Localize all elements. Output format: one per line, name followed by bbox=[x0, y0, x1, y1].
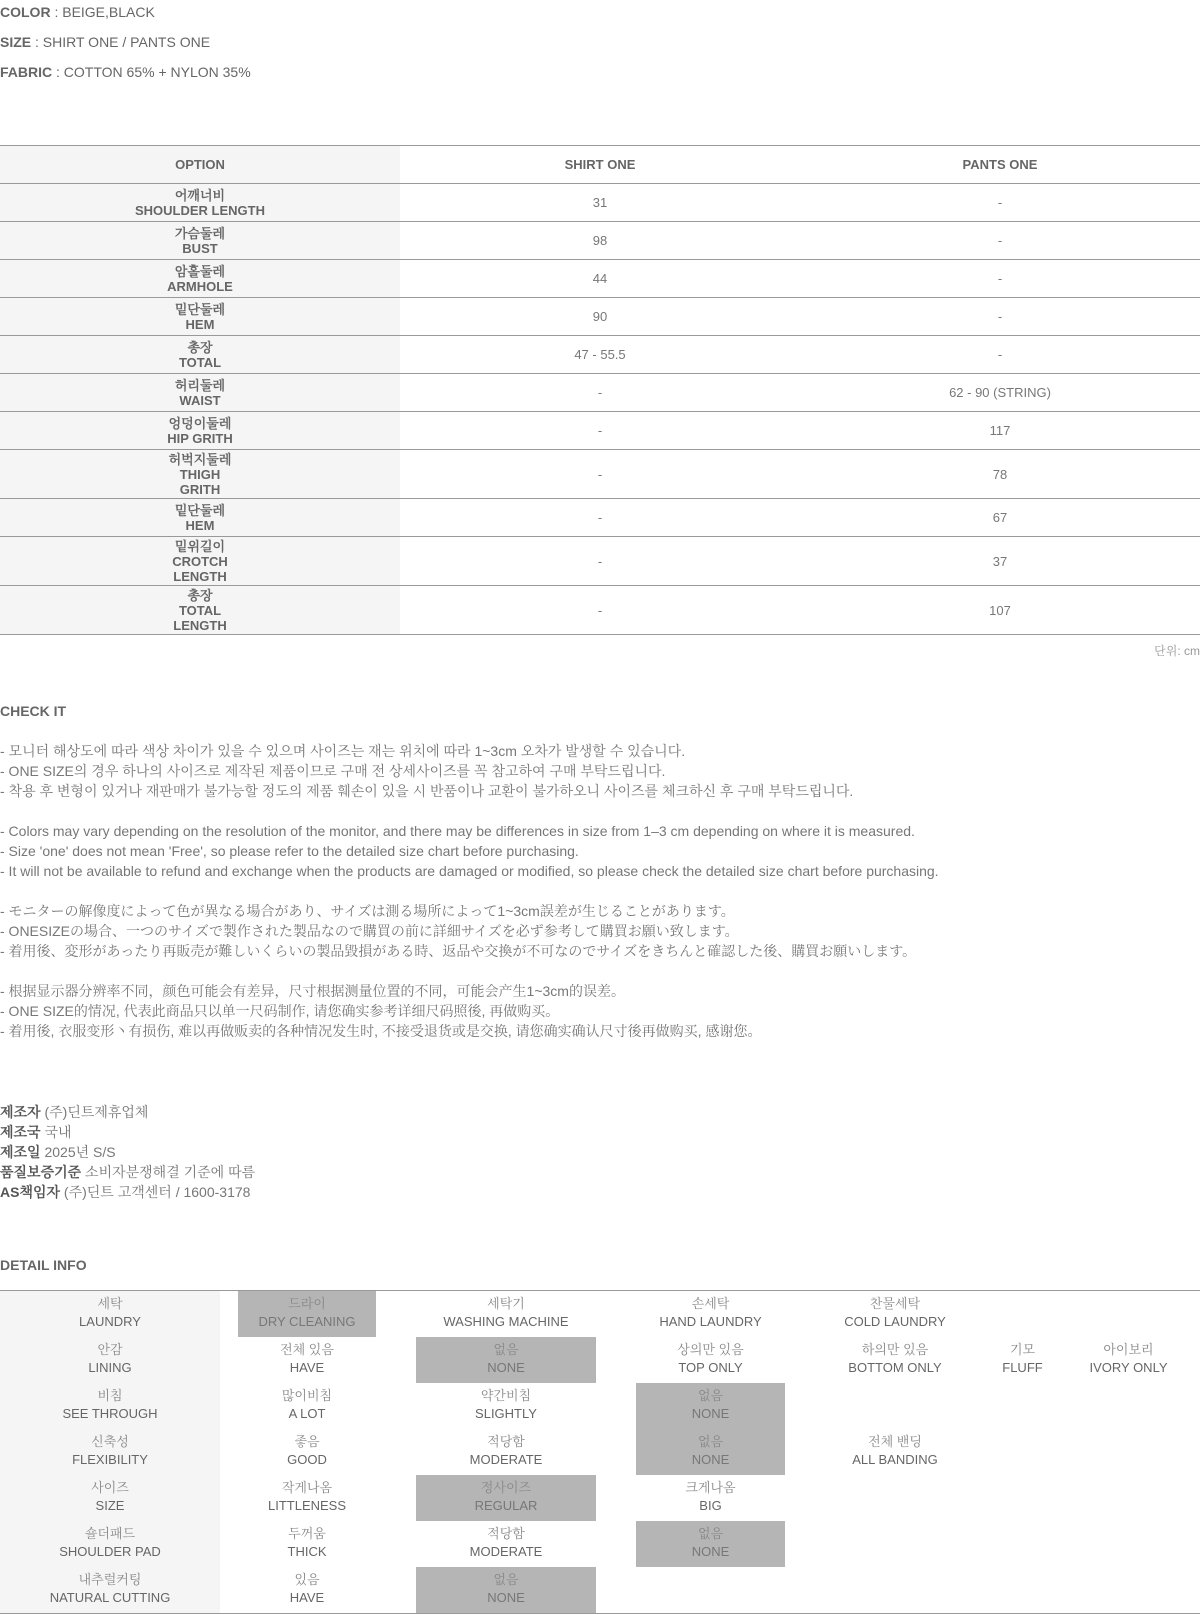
shirt-header: SHIRT ONE bbox=[400, 146, 800, 184]
option-en: HAND LAUNDRY bbox=[659, 1314, 762, 1329]
option-en: LITTLENESS bbox=[267, 1498, 347, 1513]
detail-option bbox=[636, 1475, 785, 1521]
detail-option bbox=[416, 1429, 596, 1475]
size-spec bbox=[0, 34, 251, 64]
measure-label-en: TOTAL bbox=[178, 354, 222, 370]
detail-option-selected bbox=[416, 1337, 596, 1383]
pants-value: - bbox=[800, 298, 1200, 336]
detail-option-selected bbox=[416, 1567, 596, 1613]
pants-value: - bbox=[800, 336, 1200, 374]
measure-label-en: HEM bbox=[185, 316, 215, 332]
info-value: (주)딘트 고객센터 / 1600-3178 bbox=[60, 1184, 251, 1200]
detail-row bbox=[0, 1567, 1200, 1613]
shirt-value: 90 bbox=[400, 298, 800, 336]
measure-label-ko: 총장 bbox=[187, 587, 213, 603]
measure-label-ko: 가슴둘레 bbox=[174, 225, 226, 241]
detail-option bbox=[985, 1337, 1060, 1383]
note-line: - Colors may vary depending on the resolution of the monitor, and there may be differences in size from 1–3 cm depending on where it is measured. bbox=[0, 823, 915, 839]
option-en: SLIGHTLY bbox=[475, 1406, 537, 1421]
notes-zh bbox=[0, 981, 939, 1041]
color-label: COLOR bbox=[0, 4, 51, 20]
option-ko: 약간비침 bbox=[480, 1388, 532, 1403]
option-ko: 드라이 bbox=[288, 1296, 326, 1311]
notes-ko bbox=[0, 741, 939, 801]
detail-option bbox=[416, 1291, 596, 1337]
option-ko: 상의만 있음 bbox=[677, 1342, 744, 1357]
option-en: REGULAR bbox=[474, 1498, 538, 1513]
detail-option bbox=[416, 1383, 596, 1429]
note-line: - 착용 후 변형이 있거나 재판매가 불가능할 정도의 제품 훼손이 있을 시 반품이나 교환이 불가하오니 사이즈를 체크하신 후 구매 부탁드립니다. bbox=[0, 783, 854, 799]
detail-label-en: LAUNDRY bbox=[79, 1314, 141, 1329]
notes-en bbox=[0, 821, 939, 881]
option-en: NONE bbox=[691, 1406, 730, 1421]
measure-label bbox=[0, 222, 400, 260]
detail-label bbox=[0, 1475, 220, 1521]
measure-label bbox=[0, 260, 400, 298]
shirt-value: - bbox=[400, 537, 800, 586]
measure-label-ko: 밑단둘레 bbox=[174, 301, 226, 317]
table-row bbox=[0, 184, 1200, 222]
option-ko: 기모 bbox=[1009, 1342, 1036, 1357]
detail-label-en: LINING bbox=[88, 1360, 132, 1375]
shirt-value: 47 - 55.5 bbox=[400, 336, 800, 374]
shirt-value: - bbox=[400, 499, 800, 537]
option-ko: 적당함 bbox=[487, 1434, 525, 1449]
measure-label bbox=[0, 450, 400, 499]
measure-label-ko: 어깨너비 bbox=[174, 187, 226, 203]
measure-label-ko: 허리둘레 bbox=[174, 377, 226, 393]
table-row bbox=[0, 450, 1200, 499]
measure-label-ko: 총장 bbox=[187, 339, 213, 355]
option-ko: 하의만 있음 bbox=[861, 1342, 929, 1357]
option-ko: 없음 bbox=[493, 1342, 519, 1357]
measure-label-en: HIP GRITH bbox=[167, 430, 233, 446]
info-value: 2025년 S/S bbox=[40, 1144, 116, 1160]
measure-label bbox=[0, 586, 400, 635]
measure-label-ko: 엉덩이둘레 bbox=[168, 415, 232, 431]
shirt-value: - bbox=[400, 586, 800, 635]
option-en: NONE bbox=[487, 1590, 525, 1605]
unit-label: 단위: cm bbox=[1154, 644, 1200, 658]
option-en: BOTTOM ONLY bbox=[848, 1360, 942, 1375]
note-line: - It will not be available to refund and exchange when the products are damaged or modified, so please check the detailed size chart before purchasing. bbox=[0, 863, 939, 879]
option-en: MODERATE bbox=[469, 1544, 543, 1559]
info-label: 제조자 bbox=[0, 1104, 41, 1120]
detail-row bbox=[0, 1337, 1200, 1383]
note-line: - ONE SIZE的情况, 代表此商品只以单一尺码制作, 请您确实参考详细尺码照後, 再做购买。 bbox=[0, 1003, 560, 1019]
shirt-value: 98 bbox=[400, 222, 800, 260]
option-ko: 정사이즈 bbox=[480, 1480, 532, 1495]
detail-option bbox=[238, 1567, 376, 1613]
option-ko: 있음 bbox=[294, 1572, 320, 1587]
measure-label-en-2: GRITH bbox=[179, 481, 221, 497]
detail-option bbox=[636, 1337, 785, 1383]
detail-option-selected bbox=[636, 1383, 785, 1429]
pants-value: 78 bbox=[800, 450, 1200, 499]
detail-label-ko: 신축성 bbox=[91, 1434, 129, 1449]
measure-label-en-2: LENGTH bbox=[173, 617, 227, 633]
detail-option bbox=[820, 1337, 970, 1383]
measure-label bbox=[0, 298, 400, 336]
manufacturer-info bbox=[0, 1102, 255, 1202]
option-ko: 아이보리 bbox=[1103, 1342, 1154, 1357]
detail-option-selected bbox=[238, 1291, 376, 1337]
option-en: WASHING MACHINE bbox=[443, 1314, 569, 1329]
table-row bbox=[0, 374, 1200, 412]
pants-value: 67 bbox=[800, 499, 1200, 537]
pants-header: PANTS ONE bbox=[800, 146, 1200, 184]
detail-option bbox=[238, 1429, 376, 1475]
detail-option-selected bbox=[416, 1475, 596, 1521]
pants-value: - bbox=[800, 260, 1200, 298]
measure-label-en: WAIST bbox=[179, 392, 221, 408]
pants-value: 62 - 90 (STRING) bbox=[800, 374, 1200, 412]
table-row bbox=[0, 222, 1200, 260]
option-en: GOOD bbox=[287, 1452, 327, 1467]
detail-label bbox=[0, 1521, 220, 1567]
option-ko: 손세탁 bbox=[691, 1296, 730, 1311]
notes-ja bbox=[0, 901, 939, 961]
pants-value: 37 bbox=[800, 537, 1200, 586]
pants-value: 117 bbox=[800, 412, 1200, 450]
size-value: : SHIRT ONE / PANTS ONE bbox=[31, 34, 211, 50]
detail-label-ko: 숄더패드 bbox=[84, 1526, 136, 1541]
table-row bbox=[0, 412, 1200, 450]
table-row bbox=[0, 336, 1200, 374]
measure-label bbox=[0, 537, 400, 586]
option-ko: 전체 밴딩 bbox=[868, 1434, 922, 1449]
detail-option bbox=[238, 1383, 376, 1429]
measure-label-en: SHOULDER LENGTH bbox=[135, 202, 265, 218]
note-line: - ONE SIZE의 경우 하나의 사이즈로 제작된 제품이므로 구매 전 상세사이즈를 꼭 참고하여 구매 부탁드립니다. bbox=[0, 763, 666, 779]
option-ko: 크게나옴 bbox=[685, 1480, 736, 1495]
detail-label-ko: 사이즈 bbox=[91, 1480, 129, 1495]
detail-option-selected bbox=[636, 1521, 785, 1567]
option-en: BIG bbox=[699, 1498, 722, 1513]
measure-label-ko: 암홀둘레 bbox=[174, 263, 226, 279]
detail-option-selected bbox=[636, 1429, 785, 1475]
size-label: SIZE bbox=[0, 34, 32, 50]
measure-label-en: CROTCH bbox=[172, 553, 228, 569]
option-en: MODERATE bbox=[469, 1452, 543, 1467]
table-row bbox=[0, 499, 1200, 537]
detail-label-en: SEE THROUGH bbox=[62, 1406, 158, 1421]
measure-label bbox=[0, 336, 400, 374]
option-en: DRY CLEANING bbox=[258, 1314, 356, 1329]
option-ko: 세탁기 bbox=[487, 1296, 525, 1311]
note-line: - 모니터 해상도에 따라 색상 차이가 있을 수 있으며 사이즈는 재는 위치에 따라 1~3cm 오차가 발생할 수 있습니다. bbox=[0, 743, 686, 759]
detail-option bbox=[820, 1429, 970, 1475]
detail-info-table bbox=[0, 1290, 1200, 1614]
option-en: HAVE bbox=[289, 1590, 325, 1605]
option-header: OPTION bbox=[0, 146, 400, 184]
fabric-label: FABRIC bbox=[0, 64, 53, 80]
option-ko: 전체 있음 bbox=[280, 1342, 334, 1357]
shirt-value: 44 bbox=[400, 260, 800, 298]
detail-label-ko: 세탁 bbox=[97, 1296, 123, 1311]
info-line bbox=[0, 1142, 255, 1162]
shirt-value: - bbox=[400, 374, 800, 412]
info-line bbox=[0, 1122, 255, 1142]
detail-option bbox=[636, 1291, 785, 1337]
info-value: (주)딘트제휴업체 bbox=[40, 1104, 149, 1120]
detail-label-ko: 안감 bbox=[97, 1342, 123, 1357]
detail-row bbox=[0, 1475, 1200, 1521]
measure-label-en: BUST bbox=[182, 240, 218, 256]
fabric-spec bbox=[0, 64, 251, 94]
info-line bbox=[0, 1102, 255, 1122]
measure-label-ko: 밑위길이 bbox=[174, 538, 226, 554]
option-ko: 없음 bbox=[493, 1572, 519, 1587]
fabric-value: : COTTON 65% + NYLON 35% bbox=[52, 64, 251, 80]
info-label: 품질보증기준 bbox=[0, 1164, 82, 1180]
detail-option bbox=[238, 1521, 376, 1567]
measure-label bbox=[0, 184, 400, 222]
option-ko: 없음 bbox=[697, 1434, 724, 1449]
measure-label-ko: 밑단둘레 bbox=[174, 502, 226, 518]
note-line: - モニターの解像度によって色が異なる場合があり、サイズは測る場所によって1~3cm誤差が生じることがあります。 bbox=[0, 903, 735, 919]
option-en: TOP ONLY bbox=[678, 1360, 743, 1375]
detail-label-en: SIZE bbox=[95, 1498, 125, 1513]
detail-info-title: DETAIL INFO bbox=[0, 1257, 87, 1273]
detail-label bbox=[0, 1337, 220, 1383]
shirt-value: - bbox=[400, 450, 800, 499]
detail-label bbox=[0, 1567, 220, 1613]
detail-label-en: FLEXIBILITY bbox=[72, 1452, 148, 1467]
detail-label-en: SHOULDER PAD bbox=[59, 1544, 161, 1559]
info-value: 국내 bbox=[40, 1124, 72, 1140]
option-en: A LOT bbox=[288, 1406, 326, 1421]
shirt-value: - bbox=[400, 412, 800, 450]
measure-label-en: ARMHOLE bbox=[167, 278, 233, 294]
pants-value: - bbox=[800, 222, 1200, 260]
detail-label-ko: 내추럴커팅 bbox=[78, 1572, 142, 1587]
option-ko: 두꺼움 bbox=[288, 1526, 326, 1541]
note-line: - 着用後, 衣服变形丶有损伤, 难以再做贩卖的各种情况发生时, 不接受退货或是交换, 请您确实确认尺寸後再做购买, 感谢您。 bbox=[0, 1023, 762, 1039]
detail-label bbox=[0, 1429, 220, 1475]
option-ko: 찬물세탁 bbox=[869, 1296, 921, 1311]
measure-label-en: HEM bbox=[185, 517, 215, 533]
size-table bbox=[0, 145, 1200, 635]
option-en: HAVE bbox=[289, 1360, 325, 1375]
detail-label bbox=[0, 1383, 220, 1429]
option-ko: 많이비침 bbox=[281, 1388, 333, 1403]
table-row bbox=[0, 298, 1200, 336]
info-label: 제조일 bbox=[0, 1144, 41, 1160]
detail-row bbox=[0, 1429, 1200, 1475]
detail-option bbox=[238, 1337, 376, 1383]
info-label: AS책임자 bbox=[0, 1184, 61, 1200]
option-en: THICK bbox=[287, 1544, 327, 1559]
detail-option bbox=[416, 1521, 596, 1567]
note-line: - 着用後、変形があったり再販売が難しいくらいの製品毀損がある時、返品や交換が不可なのでサイズをきちんと確認した後、購買お願いします。 bbox=[0, 943, 917, 959]
measure-label bbox=[0, 374, 400, 412]
option-en: NONE bbox=[487, 1360, 525, 1375]
note-line: - ONESIZEの場合、一つのサイズで製作された製品なので購買の前に詳細サイズを必ず参考して購買お願い致します。 bbox=[0, 923, 739, 939]
note-line: - Size 'one' does not mean 'Free', so please refer to the detailed size chart before purchasing. bbox=[0, 843, 579, 859]
shirt-value: 31 bbox=[400, 184, 800, 222]
detail-option bbox=[1070, 1337, 1187, 1383]
check-it-title: CHECK IT bbox=[0, 703, 67, 719]
info-label: 제조국 bbox=[0, 1124, 41, 1140]
check-it-notes bbox=[0, 741, 939, 1061]
measure-label-en: THIGH bbox=[179, 466, 221, 482]
info-value: 소비자분쟁해결 기준에 따름 bbox=[81, 1164, 256, 1180]
option-ko: 적당함 bbox=[487, 1526, 525, 1541]
info-line bbox=[0, 1162, 255, 1182]
table-row bbox=[0, 537, 1200, 586]
pants-value: - bbox=[800, 184, 1200, 222]
detail-row bbox=[0, 1291, 1200, 1337]
table-row bbox=[0, 586, 1200, 635]
detail-label bbox=[0, 1291, 220, 1337]
detail-label-ko: 비침 bbox=[97, 1388, 123, 1403]
detail-row bbox=[0, 1521, 1200, 1567]
detail-row bbox=[0, 1383, 1200, 1429]
info-line bbox=[0, 1182, 255, 1202]
note-line: - 根据显示器分辨率不同，颜色可能会有差异，尺寸根据测量位置的不同，可能会产生1~3cm的误差。 bbox=[0, 983, 625, 999]
color-spec bbox=[0, 4, 251, 34]
detail-option bbox=[238, 1475, 376, 1521]
measure-label bbox=[0, 499, 400, 537]
pants-value: 107 bbox=[800, 586, 1200, 635]
option-ko: 작게나옴 bbox=[281, 1480, 333, 1495]
option-en: NONE bbox=[691, 1544, 730, 1559]
measure-label-ko: 허벅지둘레 bbox=[168, 451, 232, 467]
measure-label-en: TOTAL bbox=[178, 602, 222, 618]
option-en: NONE bbox=[691, 1452, 730, 1467]
option-ko: 없음 bbox=[697, 1526, 724, 1541]
product-spec bbox=[0, 4, 251, 94]
option-ko: 좋음 bbox=[294, 1434, 320, 1449]
measure-label bbox=[0, 412, 400, 450]
option-en: FLUFF bbox=[1002, 1360, 1043, 1375]
color-value: : BEIGE,BLACK bbox=[50, 4, 155, 20]
size-table-header bbox=[0, 146, 1200, 184]
table-row bbox=[0, 260, 1200, 298]
option-en: COLD LAUNDRY bbox=[844, 1314, 946, 1329]
measure-label-en-2: LENGTH bbox=[173, 568, 227, 584]
detail-label-en: NATURAL CUTTING bbox=[49, 1590, 171, 1605]
option-en: ALL BANDING bbox=[852, 1452, 938, 1467]
detail-option bbox=[820, 1291, 970, 1337]
option-ko: 없음 bbox=[697, 1388, 724, 1403]
option-en: IVORY ONLY bbox=[1089, 1360, 1168, 1375]
